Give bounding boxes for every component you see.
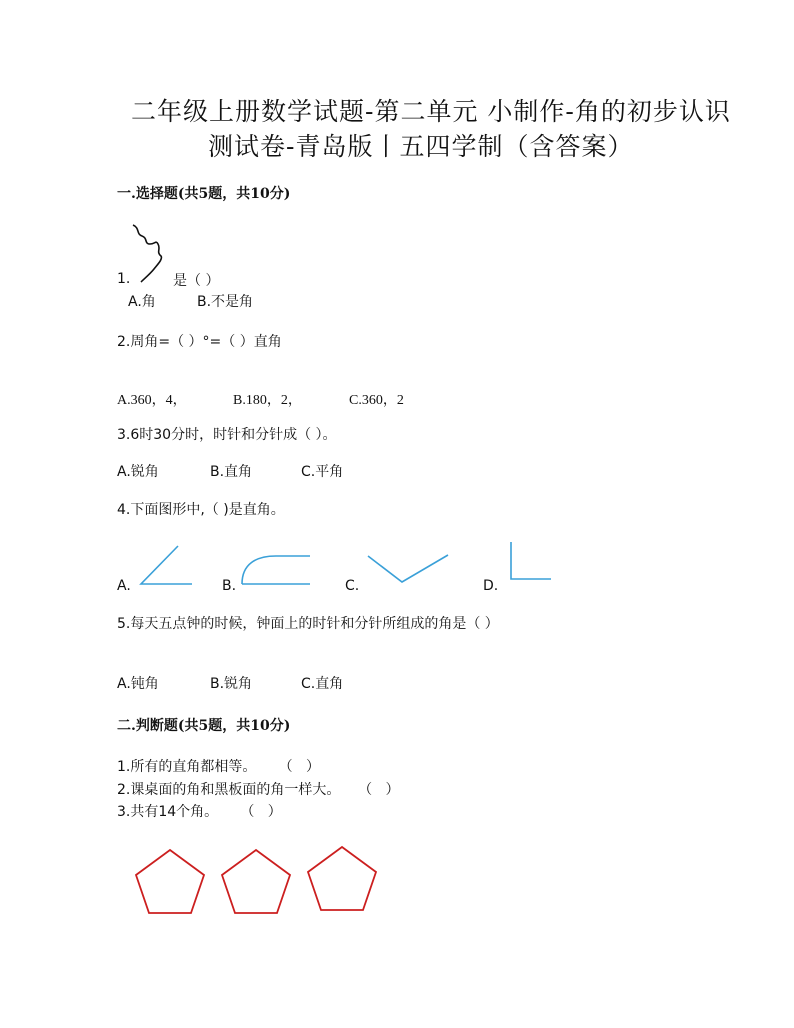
q4-option-d: D. [483,578,499,594]
q4-figure-b-curved-shape [240,552,312,586]
pentagon-2 [219,848,293,916]
judgement-item-1: 1.所有的直角都相等。 （ ） [117,759,320,775]
q2-option-b: B.180，2， [233,393,302,408]
q3-stem: 3.6时30分时，时针和分针成（ ）。 [117,427,337,443]
q1-option-b: B.不是角 [197,294,254,310]
q4-option-a: A. [117,578,131,594]
pentagon-1 [133,848,207,916]
pentagon-3 [305,845,379,913]
q4-option-c: C. [345,578,360,594]
judgement-item-3: 3.共有14个角。 （ ） [117,804,282,820]
title-line-2: 测试卷-青岛版丨五四学制（含答案） [208,132,634,161]
q4-figure-a-acute-angle [138,543,194,587]
q5-option-b: B.锐角 [210,676,253,692]
squiggle-figure [128,222,178,284]
q3-option-c: C.平角 [301,464,344,480]
q4-stem: 4.下面图形中,（ )是直角。 [117,502,285,518]
q5-stem: 5.每天五点钟的时候，钟面上的时针和分针所组成的角是（ ） [117,616,499,632]
q5-option-c: C.直角 [301,676,344,692]
judgement-item-2: 2.课桌面的角和黑板面的角一样大。 （ ） [117,782,400,798]
q2-option-a: A.360，4， [117,393,187,408]
q5-option-a: A.钝角 [117,676,159,692]
q4-figure-c-obtuse-angle [366,552,450,584]
q3-option-a: A.锐角 [117,464,159,480]
q2-stem: 2.周角=（ ）°=（ ）直角 [117,334,282,350]
q2-option-c: C.360，2 [349,393,404,408]
q4-figure-d-right-angle [508,540,554,582]
q1-option-a: A.角 [128,294,156,310]
q4-option-b: B. [222,578,237,594]
section-heading-judgement: 二.判断题(共5题，共10分) [117,718,291,734]
q3-option-b: B.直角 [210,464,253,480]
title-line-1: 二年级上册数学试题-第二单元 小制作-角的初步认识 [131,97,731,126]
section-heading-choice: 一.选择题(共5题，共10分) [117,186,291,202]
q1-number: 1. [117,271,131,287]
q1-stem: 是（ ） [173,273,220,289]
